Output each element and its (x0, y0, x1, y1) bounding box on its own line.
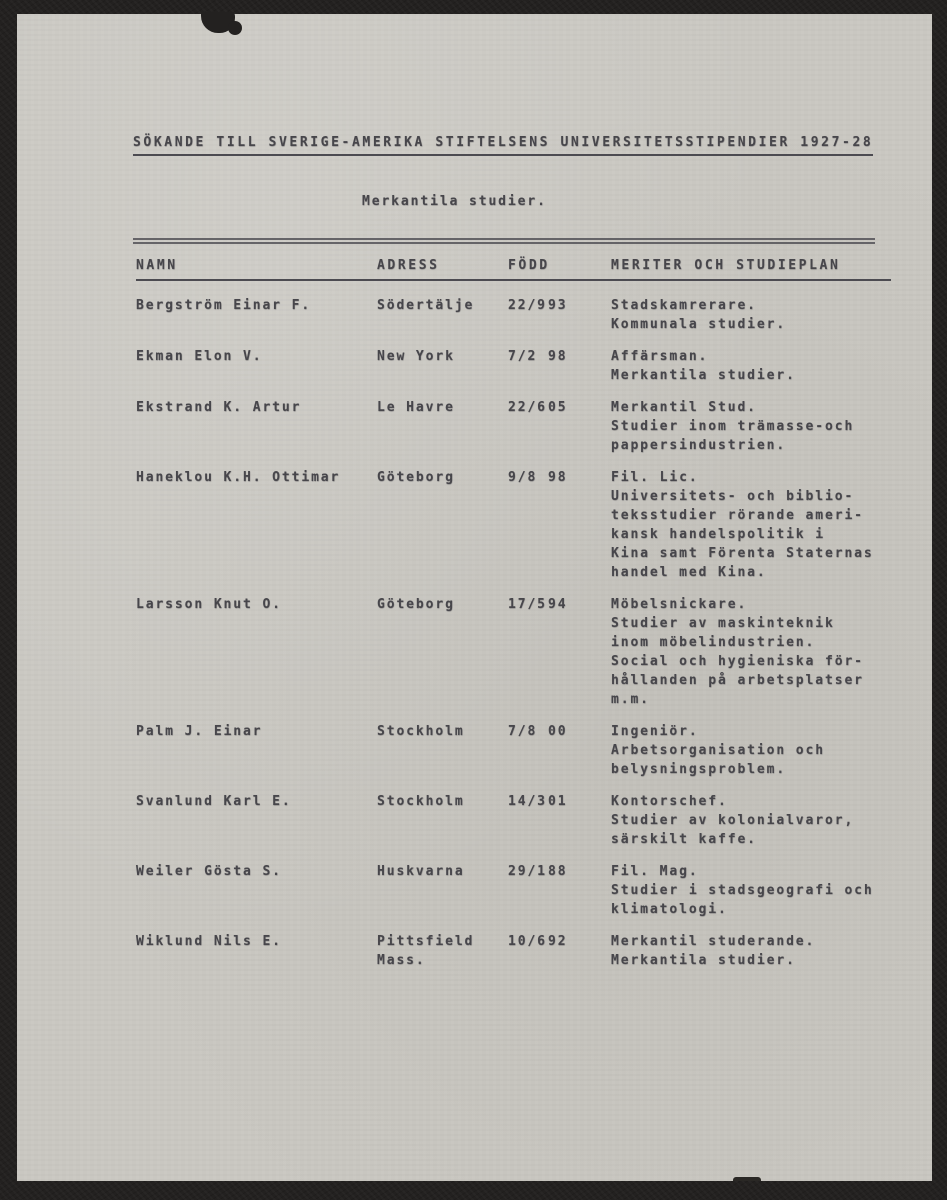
applicant-birth-date: 7/8 (508, 724, 538, 739)
applicant-row (136, 398, 891, 468)
applicant-birth-year: 01 (548, 794, 568, 809)
applicants-table (136, 259, 891, 983)
applicant-row (136, 347, 891, 398)
applicant-name: Bergström Einar F. (136, 298, 312, 313)
applicant-merits: Kontorschef. Studier av kolonialvaror, särskilt kaffe. (611, 794, 855, 847)
applicant-birth-year: 00 (548, 724, 568, 739)
applicant-address: Pittsfield Mass. (377, 934, 475, 968)
document-page (17, 14, 932, 1181)
applicants-rows (136, 280, 891, 983)
applicant-birth-date: 29/1 (508, 864, 547, 879)
applicant-address: Huskvarna (377, 864, 465, 879)
applicant-merits: Möbelsnickare. Studier av maskinteknik inom möbelindustrien. Social och hygieniska för- hållanden på arbetsplatser m.m. (611, 597, 864, 707)
applicant-birth-year: 94 (548, 597, 568, 612)
column-header-namn: NAMN (136, 259, 377, 280)
applicant-name: Ekstrand K. Artur (136, 400, 302, 415)
applicant-birth-year: 92 (548, 934, 568, 949)
applicant-birth-year: 98 (548, 349, 568, 364)
column-header-adress: ADRESS (377, 259, 508, 280)
paper-tear-notch (201, 12, 235, 33)
applicant-merits: Merkantil Stud. Studier inom trämasse-och pappersindustrien. (611, 400, 855, 453)
applicant-birth-year: 98 (548, 470, 568, 485)
column-header-fodd: FÖDD (508, 259, 611, 280)
applicant-merits: Fil. Mag. Studier i stadsgeografi och klimatologi. (611, 864, 874, 917)
applicant-address: Södertälje (377, 298, 475, 313)
applicant-row (136, 792, 891, 862)
applicant-row (136, 595, 891, 722)
applicant-row (136, 722, 891, 792)
applicant-name: Palm J. Einar (136, 724, 263, 739)
applicant-name: Haneklou K.H. Ottimar (136, 470, 341, 485)
applicant-merits: Ingeniör. Arbetsorganisation och belysningsproblem. (611, 724, 825, 777)
applicant-name: Ekman Elon V. (136, 349, 263, 364)
applicant-address: Stockholm (377, 794, 465, 809)
paper-edge-mark (733, 1177, 761, 1181)
applicant-row (136, 932, 891, 983)
applicant-name: Larsson Knut O. (136, 597, 282, 612)
applicant-row (136, 468, 891, 595)
applicant-merits: Merkantil studerande. Merkantila studier. (611, 934, 816, 968)
applicant-merits: Affärsman. Merkantila studier. (611, 349, 796, 383)
applicant-birth-year: 88 (548, 864, 568, 879)
applicant-merits: Stadskamrerare. Kommunala studier. (611, 298, 787, 332)
applicant-name: Weiler Gösta S. (136, 864, 282, 879)
applicant-birth-year: 05 (548, 400, 568, 415)
applicant-address: Stockholm (377, 724, 465, 739)
applicant-name: Svanlund Karl E. (136, 794, 292, 809)
applicant-birth-date: 14/3 (508, 794, 547, 809)
applicant-name: Wiklund Nils E. (136, 934, 282, 949)
applicant-birth-date: 7/2 (508, 349, 538, 364)
applicant-row (136, 862, 891, 932)
applicant-address: Göteborg (377, 597, 455, 612)
applicant-birth-date: 17/5 (508, 597, 547, 612)
applicant-address: Göteborg (377, 470, 455, 485)
applicant-birth-date: 9/8 (508, 470, 538, 485)
applicant-row (136, 280, 891, 347)
applicant-birth-date: 22/6 (508, 400, 547, 415)
applicant-birth-date: 10/6 (508, 934, 547, 949)
applicant-birth-date: 22/9 (508, 298, 547, 313)
column-header-meriter: MERITER OCH STUDIEPLAN (611, 259, 891, 280)
table-header-row (136, 259, 891, 280)
applicant-birth-year: 93 (548, 298, 568, 313)
applicant-address: New York (377, 349, 455, 364)
horizontal-rule (133, 238, 875, 244)
document-subtitle: Merkantila studier. (362, 194, 547, 209)
document-title: SÖKANDE TILL SVERIGE-AMERIKA STIFTELSENS UNIVERSITETSSTIPENDIER 1927-28 (133, 135, 873, 156)
applicant-address: Le Havre (377, 400, 455, 415)
applicant-merits: Fil. Lic. Universitets- och biblio- teksstudier rörande ameri- kansk handelspolitik i Kina samt Förenta Staternas handel med Kina. (611, 470, 874, 580)
